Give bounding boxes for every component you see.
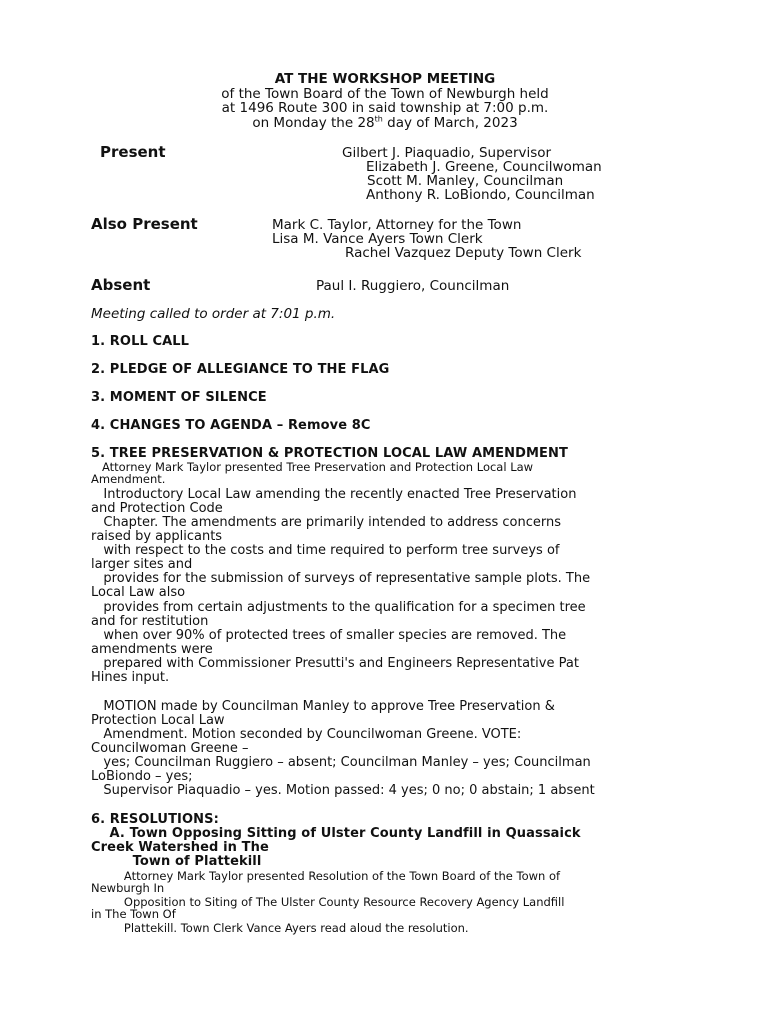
- tree-text-line: larger sites and: [91, 557, 193, 572]
- motion-text-line: MOTION made by Councilman Manley to approve Tree Preservation &: [91, 699, 555, 714]
- tree-text-line: amendments were: [91, 642, 213, 657]
- resolution-a-text-line: in The Town Of: [91, 907, 176, 921]
- resolution-a-heading: A. Town Opposing Sitting of Ulster County Landfill in Quassaick: [91, 826, 581, 841]
- present-label: Present: [100, 143, 166, 161]
- header-line-2: at 1496 Route 300 in said township at 7:00 p.m.: [221, 100, 549, 116]
- absent-name: Paul I. Ruggiero, Councilman: [316, 278, 510, 294]
- resolution-a-text-line: Plattekill. Town Clerk Vance Ayers read aloud the resolution.: [91, 921, 469, 935]
- motion-text-line: Supervisor Piaquadio – yes. Motion passed: 4 yes; 0 no; 0 abstain; 1 absent: [91, 783, 595, 798]
- tree-text-line: raised by applicants: [91, 529, 223, 544]
- tree-text-line: Introductory Local Law amending the recently enacted Tree Preservation: [91, 487, 577, 502]
- agenda-item-resolutions: 6. RESOLUTIONS:: [91, 812, 219, 827]
- present-name: Elizabeth J. Greene, Councilwoman: [366, 159, 602, 175]
- tree-text-line: and for restitution: [91, 614, 209, 629]
- header-line-1: of the Town Board of the Town of Newburgh held: [221, 86, 549, 102]
- call-to-order: Meeting called to order at 7:01 p.m.: [91, 306, 336, 322]
- also-present-name: Lisa M. Vance Ayers Town Clerk: [272, 231, 483, 247]
- tree-text-line: and Protection Code: [91, 501, 223, 516]
- absent-label: Absent: [91, 276, 151, 294]
- tree-text-line: provides for the submission of surveys of representative sample plots. The: [91, 571, 591, 586]
- agenda-item-roll-call: 1. ROLL CALL: [91, 334, 190, 349]
- tree-text-line: Chapter. The amendments are primarily intended to address concerns: [91, 515, 561, 530]
- tree-text-line: with respect to the costs and time required to perform tree surveys of: [91, 543, 560, 558]
- motion-text-line: Protection Local Law: [91, 713, 225, 728]
- tree-text-line: Attorney Mark Taylor presented Tree Preservation and Protection Local Law: [91, 460, 534, 474]
- tree-text-line: prepared with Commissioner Presutti's and Engineers Representative Pat: [91, 656, 579, 671]
- agenda-item-changes: 4. CHANGES TO AGENDA – Remove 8C: [91, 418, 371, 433]
- tree-text-line: provides from certain adjustments to the qualification for a specimen tree: [91, 600, 586, 615]
- resolution-a-heading: Town of Plattekill: [91, 854, 262, 869]
- document-title: AT THE WORKSHOP MEETING: [274, 71, 496, 87]
- agenda-item-tree-preservation: 5. TREE PRESERVATION & PROTECTION LOCAL LAW AMENDMENT: [91, 446, 568, 461]
- tree-text-line: when over 90% of protected trees of smaller species are removed. The: [91, 628, 567, 643]
- agenda-item-silence: 3. MOMENT OF SILENCE: [91, 390, 267, 405]
- present-name: Anthony R. LoBiondo, Councilman: [366, 187, 595, 203]
- also-present-name: Rachel Vazquez Deputy Town Clerk: [345, 245, 582, 261]
- tree-text-line: Amendment.: [91, 472, 166, 486]
- tree-text-line: Hines input.: [91, 670, 170, 685]
- motion-text-line: yes; Councilman Ruggiero – absent; Councilman Manley – yes; Councilman: [91, 755, 591, 770]
- tree-text-line: Local Law also: [91, 585, 186, 600]
- header-line-3: on Monday the 28th day of March, 2023: [252, 114, 518, 131]
- resolution-a-text-line: Attorney Mark Taylor presented Resolution of the Town Board of the Town of: [91, 869, 561, 883]
- also-present-name: Mark C. Taylor, Attorney for the Town: [272, 217, 522, 233]
- resolution-a-heading: Creek Watershed in The: [91, 840, 269, 855]
- motion-text-line: LoBiondo – yes;: [91, 769, 193, 784]
- motion-text-line: Councilwoman Greene –: [91, 741, 249, 756]
- motion-text-line: Amendment. Motion seconded by Councilwoman Greene. VOTE:: [91, 727, 522, 742]
- resolution-a-text-line: Opposition to Siting of The Ulster County Resource Recovery Agency Landfill: [91, 895, 565, 909]
- agenda-item-pledge: 2. PLEDGE OF ALLEGIANCE TO THE FLAG: [91, 362, 390, 377]
- present-name: Scott M. Manley, Councilman: [367, 173, 564, 189]
- also-present-label: Also Present: [91, 215, 198, 233]
- resolution-a-text-line: Newburgh In: [91, 881, 165, 895]
- present-name: Gilbert J. Piaquadio, Supervisor: [342, 145, 552, 161]
